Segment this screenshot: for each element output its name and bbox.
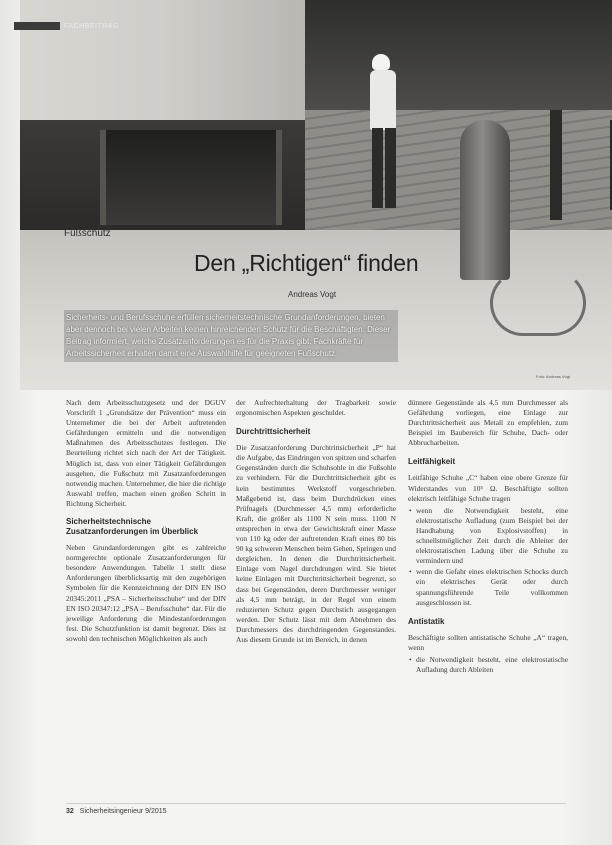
text-column-1 (66, 398, 226, 646)
photo-window (100, 130, 282, 225)
section-tag-bar (14, 22, 60, 30)
paragraph: der Aufrechterhaltung der Tragbarkeit sowie ergonomischen Aspekten geschuldet. (236, 398, 396, 418)
photo-roof-surface (305, 110, 612, 230)
paragraph: dünnere Gegenstände als 4,5 mm Durchmesser als Gefährdung vorliegen, eine Einlage zur Durchtrittsicherheit aus Metall zu empfehlen, zum Beispiel im Baubereich für Schuhe, Dach- oder Abbrucharbeiten. (408, 398, 568, 448)
article-author: Andreas Vogt (288, 290, 337, 299)
list-item: • die Notwendigkeit besteht, eine elektrostatische Aufladung durch Ableiten (416, 655, 568, 675)
paragraph: Neben Grundanforderungen gibt es zahlreiche normgerechte optionale Zusatzanforderungen für besondere Anwendungen. Tabelle 1 stellt diese Anforderungen überblicksartig mit den zugehörigen Symbolen für die Kennzeichnung der DIN EN ISO 20345:2011 „PSA – Sicherheitsschuhe“ und der DIN EN ISO 20347:12 „PSA – Berufsschuhe“ dar. Für die jeweilige Anforderung die Mindestanforderungen fest. Die Schutzfunktion ist damit begrenzt. Dies ist sowohl den technischen Möglichkeiten als auch (66, 543, 226, 643)
text-column-3 (408, 398, 568, 676)
list-item: • wenn die Gefahr eines elektrischen Schocks durch ein elektrisches Gerät oder durch spannungsführende Teile vollkommen ausgeschlossen ist. (416, 567, 568, 607)
photo-worker (370, 70, 396, 130)
footer-divider (66, 803, 566, 804)
photo-building (305, 0, 612, 110)
section-tag (14, 20, 119, 32)
photo-credit: Foto: Andreas Vogt (536, 374, 571, 379)
photo-worker-legs (372, 128, 396, 208)
subheading: Antistatik (408, 616, 445, 626)
photo-hose (490, 270, 586, 336)
subheading: Leitfähigkeit (408, 457, 456, 467)
list-item: • wenn die Notwendigkeit besteht, eine elektrostatische Aufladung (zum Beispiel bei der Handhabung von Explosivstoffen) in schnellstmöglicher Zeit durch die Ableiter der elektrostatischen Ladung über die Schuhe zu vermindern und (416, 506, 568, 567)
photo-worker-helmet (372, 54, 390, 70)
page-number: 32 (66, 808, 74, 815)
paragraph: Leitfähige Schuhe „C“ haben eine obere Grenze für Widerstandes von 10⁵ Ω. Beschäftigte sollten elektrisch leitfähige Schuhe tragen (408, 473, 568, 503)
article-title: Den „Richtigen“ finden (194, 250, 419, 276)
paragraph: Nach dem Arbeitsschutzgesetz und der DGUV Vorschrift 1 „Grundsätze der Prävention“ muss ein Unternehmer die bei der Arbeit auftretenden Gefährdungen ermitteln und die notwendigen Maßnahmen des Arbeitsschutzes festlegen. Die Beurteilung richtet sich nach der Art der Tätigkeit. Möglich ist, dass von einer Tätigkeit Gefährdungen ausgehen, die Fußschutz mit Zusatzanforderungen notwendig machen. Unternehmer, die hier die richtige Auswahl treffen, machen einen großen Schritt in Richtung Sicherheit. (66, 398, 226, 508)
page-footer (66, 808, 167, 815)
subheading: Sicherheitstechnische Zusatzanforderungen im Überblick (66, 517, 199, 537)
paragraph: Beschäftigte sollten antistatische Schuhe „A“ tragen, wenn (408, 632, 568, 652)
bullet-list (408, 655, 568, 675)
article-lead: Sicherheits- und Berufsschuhe erfüllen sicherheitstechnische Grundanforderungen, bieten aber dennoch bei vielen Arbeiten keinen hinreichenden Schutz für die Beschäftigten. Dieser Beitrag informiert, welche Zusatzanforderungen es für die Praxis gibt. Fachkräfte für Arbeitssicherheit erhalten damit eine Auswahlhilfe für geeigneten Fußschutz. (64, 310, 398, 362)
publication-name: Sicherheitsingenieur 9/2015 (79, 808, 167, 815)
subheading: Durchtrittsicherheit (236, 427, 311, 437)
section-tag-label: FACHBEITRAG (64, 22, 119, 30)
text-column-2 (236, 398, 396, 647)
paragraph: Die Zusatzanforderung Durchtrittsicherheit „P“ hat die Aufgabe, das Eindringen von spitzen und scharfen Gegenständen durch die Schuhsohle in die Fußsohle zu verhindern. Für die Durchtrittsicherheit gibt es kein bestimmtes Werkstoff vorgeschrieben. Maßgebend ist, dass beim Durchdrücken eines Prüfnagels (Durchmesser 4,5 mm) erforderliche Kraft, die größer als 1100 N sein muss. 1100 N entsprechen in etwa der Gewichtskraft einer Masse von 110 kg oder der auftretenden Kraft eines 80 bis 90 kg schweren Menschen beim Gehen, Springen und dergleichen. In denen die Durchtrittsicherheit. Einlage vom Nagel durchdrungen wird. Sie bietet keine Einlagen mit Durchtrittsicherheit begrenzt, so dass bei Gegenständen, deren Durchmesser weniger als 4,5 mm beträgt, in der Regel von einem reduzierten Schutz gegen Durchstich ausgegangen werden. Der Schutz lässt mit dem Abnehmen des Durchmessers des durchdringenden Gegenstandes. Aus diesem Grunde ist im Bereich, in denen (236, 443, 396, 644)
rubric: Fußschutz (64, 228, 111, 239)
bullet-list (408, 506, 568, 608)
photo-post (550, 110, 562, 220)
photo-gas-cylinder (460, 120, 510, 280)
